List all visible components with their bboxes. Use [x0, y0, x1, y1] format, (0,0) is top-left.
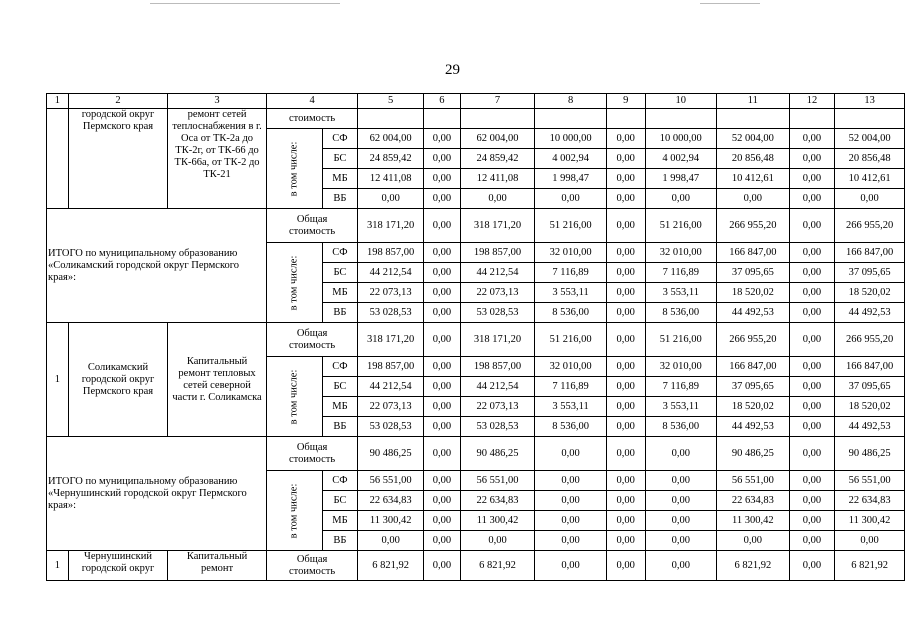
table-row — [47, 323, 905, 357]
in-that-number-label — [266, 471, 322, 551]
value-cell: 90 486,25 — [460, 437, 535, 471]
value-cell: 0,00 — [606, 471, 645, 491]
total-cost-label-line2: стоимость — [288, 225, 336, 237]
in-that-number-text: в том числе: — [288, 255, 300, 310]
value-cell: 0,00 — [789, 357, 835, 377]
table-row — [47, 109, 905, 129]
value-cell: 266 955,20 — [835, 323, 905, 357]
value-cell: 22 073,13 — [358, 397, 424, 417]
value-cell — [606, 109, 645, 129]
value-cell: 53 028,53 — [358, 303, 424, 323]
value-cell: 166 847,00 — [717, 357, 790, 377]
value-cell: 0,00 — [535, 511, 607, 531]
value-cell: 198 857,00 — [358, 243, 424, 263]
header-cell: 2 — [68, 94, 167, 109]
value-cell: 0,00 — [835, 531, 905, 551]
value-cell: 7 116,89 — [645, 263, 717, 283]
value-cell: 0,00 — [358, 189, 424, 209]
value-cell: 0,00 — [789, 417, 835, 437]
work-description-cell: Капитальный ремонт тепловых сетей северной части г. Соликамска — [168, 323, 267, 437]
value-cell: 0,00 — [606, 129, 645, 149]
value-cell: 0,00 — [424, 149, 461, 169]
funding-source-label: СФ — [322, 243, 358, 263]
value-cell: 22 634,83 — [358, 491, 424, 511]
work-description-cell: Капитальный ремонт — [168, 551, 267, 581]
value-cell: 0,00 — [535, 531, 607, 551]
value-cell: 0,00 — [606, 531, 645, 551]
value-cell: 44 492,53 — [835, 417, 905, 437]
value-cell: 0,00 — [789, 377, 835, 397]
value-cell: 0,00 — [424, 417, 461, 437]
value-cell: 12 411,08 — [460, 169, 535, 189]
funding-source-label: СФ — [322, 357, 358, 377]
value-cell: 8 536,00 — [645, 417, 717, 437]
header-cell: 9 — [606, 94, 645, 109]
value-cell: 0,00 — [789, 471, 835, 491]
value-cell: 0,00 — [535, 471, 607, 491]
total-title-cell: ИТОГО по муниципальному образованию «Соликамский городской округ Пермского края»: — [47, 209, 267, 323]
in-that-number-label — [266, 357, 322, 437]
value-cell: 44 212,54 — [358, 377, 424, 397]
value-cell: 10 000,00 — [645, 129, 717, 149]
in-that-number-label — [266, 129, 322, 209]
value-cell: 0,00 — [606, 169, 645, 189]
value-cell: 0,00 — [424, 283, 461, 303]
value-cell: 20 856,48 — [835, 149, 905, 169]
value-cell: 0,00 — [606, 149, 645, 169]
total-cost-label — [266, 209, 357, 243]
value-cell: 12 411,08 — [358, 169, 424, 189]
value-cell: 6 821,92 — [460, 551, 535, 581]
value-cell: 266 955,20 — [717, 209, 790, 243]
index-cell — [47, 109, 69, 209]
value-cell: 0,00 — [424, 377, 461, 397]
value-cell: 20 856,48 — [717, 149, 790, 169]
funding-source-label: ВБ — [322, 417, 358, 437]
value-cell: 0,00 — [789, 511, 835, 531]
value-cell: 0,00 — [717, 189, 790, 209]
value-cell: 0,00 — [424, 303, 461, 323]
value-cell: 37 095,65 — [717, 263, 790, 283]
header-row — [47, 94, 905, 109]
value-cell: 0,00 — [606, 323, 645, 357]
value-cell: 0,00 — [789, 129, 835, 149]
value-cell — [835, 109, 905, 129]
value-cell: 0,00 — [789, 283, 835, 303]
value-cell — [789, 109, 835, 129]
header-cell: 13 — [835, 94, 905, 109]
value-cell: 4 002,94 — [645, 149, 717, 169]
in-that-number-text: в том числе: — [288, 483, 300, 538]
header-cell: 12 — [789, 94, 835, 109]
value-cell: 198 857,00 — [460, 357, 535, 377]
funding-source-label: БС — [322, 491, 358, 511]
value-cell: 56 551,00 — [460, 471, 535, 491]
header-cell: 10 — [645, 94, 717, 109]
budget-table — [46, 93, 905, 581]
value-cell: 0,00 — [789, 149, 835, 169]
value-cell: 0,00 — [645, 531, 717, 551]
value-cell: 37 095,65 — [717, 377, 790, 397]
total-cost-label — [266, 551, 357, 581]
index-cell: 1 — [47, 323, 69, 437]
value-cell: 0,00 — [645, 491, 717, 511]
total-row — [47, 437, 905, 471]
value-cell: 3 553,11 — [645, 283, 717, 303]
value-cell: 0,00 — [424, 129, 461, 149]
header-cell: 5 — [358, 94, 424, 109]
value-cell: 53 028,53 — [460, 303, 535, 323]
value-cell: 0,00 — [645, 189, 717, 209]
value-cell: 0,00 — [606, 491, 645, 511]
total-cost-label — [266, 323, 357, 357]
value-cell: 0,00 — [424, 471, 461, 491]
funding-source-label: МБ — [322, 511, 358, 531]
value-cell: 6 821,92 — [717, 551, 790, 581]
work-description-cell: ремонт сетей теплоснабжения в г. Оса от ТК-2а до ТК-2г, от ТК-66 до ТК-66а, от ТК-2 до ТК-21 — [168, 109, 267, 209]
header-cell: 1 — [47, 94, 69, 109]
value-cell: 0,00 — [835, 189, 905, 209]
value-cell: 37 095,65 — [835, 377, 905, 397]
value-cell: 18 520,02 — [717, 397, 790, 417]
header-cell: 6 — [424, 94, 461, 109]
value-cell: 6 821,92 — [358, 551, 424, 581]
value-cell: 0,00 — [789, 263, 835, 283]
value-cell: 56 551,00 — [358, 471, 424, 491]
value-cell: 318 171,20 — [460, 209, 535, 243]
value-cell: 0,00 — [789, 243, 835, 263]
value-cell: 0,00 — [606, 303, 645, 323]
total-cost-label-line2: стоимость — [288, 565, 336, 577]
value-cell: 44 212,54 — [358, 263, 424, 283]
value-cell: 0,00 — [606, 377, 645, 397]
value-cell: 24 859,42 — [358, 149, 424, 169]
value-cell: 0,00 — [606, 209, 645, 243]
municipality-cell: Чернушинский городской округ — [68, 551, 167, 581]
value-cell: 51 216,00 — [535, 323, 607, 357]
funding-source-label: ВБ — [322, 303, 358, 323]
value-cell: 7 116,89 — [535, 377, 607, 397]
value-cell: 0,00 — [606, 283, 645, 303]
value-cell: 51 216,00 — [535, 209, 607, 243]
value-cell: 56 551,00 — [835, 471, 905, 491]
value-cell: 0,00 — [424, 323, 461, 357]
total-cost-label: стоимость — [266, 109, 357, 129]
value-cell: 0,00 — [789, 303, 835, 323]
value-cell: 62 004,00 — [460, 129, 535, 149]
value-cell: 0,00 — [789, 551, 835, 581]
value-cell: 0,00 — [789, 323, 835, 357]
value-cell: 198 857,00 — [460, 243, 535, 263]
value-cell: 22 073,13 — [460, 397, 535, 417]
value-cell: 22 073,13 — [358, 283, 424, 303]
value-cell: 4 002,94 — [535, 149, 607, 169]
value-cell: 0,00 — [789, 491, 835, 511]
value-cell: 0,00 — [789, 169, 835, 189]
total-title-cell: ИТОГО по муниципальному образованию «Чернушинский городской округ Пермского края»: — [47, 437, 267, 551]
value-cell: 0,00 — [424, 491, 461, 511]
value-cell: 0,00 — [424, 531, 461, 551]
value-cell: 0,00 — [645, 511, 717, 531]
value-cell — [358, 109, 424, 129]
value-cell: 52 004,00 — [717, 129, 790, 149]
header-cell: 11 — [717, 94, 790, 109]
value-cell: 0,00 — [424, 437, 461, 471]
value-cell: 198 857,00 — [358, 357, 424, 377]
value-cell: 44 492,53 — [717, 417, 790, 437]
value-cell: 90 486,25 — [358, 437, 424, 471]
value-cell: 266 955,20 — [835, 209, 905, 243]
value-cell: 0,00 — [789, 437, 835, 471]
value-cell: 318 171,20 — [460, 323, 535, 357]
municipality-cell: городской округ Пермского края — [68, 109, 167, 209]
total-cost-label-line2: стоимость — [288, 453, 336, 465]
value-cell: 0,00 — [424, 189, 461, 209]
value-cell — [460, 109, 535, 129]
value-cell — [645, 109, 717, 129]
value-cell: 22 634,83 — [835, 491, 905, 511]
value-cell: 32 010,00 — [645, 357, 717, 377]
value-cell: 0,00 — [424, 551, 461, 581]
funding-source-label: СФ — [322, 129, 358, 149]
value-cell: 18 520,02 — [717, 283, 790, 303]
value-cell: 0,00 — [606, 551, 645, 581]
in-that-number-text: в том числе: — [288, 141, 300, 196]
value-cell: 0,00 — [424, 263, 461, 283]
value-cell: 8 536,00 — [535, 417, 607, 437]
value-cell: 0,00 — [606, 243, 645, 263]
value-cell: 51 216,00 — [645, 323, 717, 357]
value-cell: 0,00 — [606, 189, 645, 209]
value-cell: 0,00 — [535, 189, 607, 209]
table-row — [47, 551, 905, 581]
value-cell: 32 010,00 — [645, 243, 717, 263]
value-cell: 0,00 — [645, 437, 717, 471]
value-cell: 18 520,02 — [835, 283, 905, 303]
value-cell: 7 116,89 — [645, 377, 717, 397]
value-cell: 0,00 — [606, 397, 645, 417]
funding-source-label: БС — [322, 377, 358, 397]
value-cell: 22 634,83 — [717, 491, 790, 511]
value-cell: 11 300,42 — [358, 511, 424, 531]
value-cell: 0,00 — [606, 511, 645, 531]
value-cell: 0,00 — [789, 189, 835, 209]
value-cell: 166 847,00 — [717, 243, 790, 263]
total-cost-label-line1: Общая — [296, 327, 328, 339]
value-cell: 37 095,65 — [835, 263, 905, 283]
in-that-number-text: в том числе: — [288, 369, 300, 424]
value-cell: 0,00 — [424, 357, 461, 377]
value-cell: 10 412,61 — [835, 169, 905, 189]
header-cell: 4 — [266, 94, 357, 109]
value-cell: 51 216,00 — [645, 209, 717, 243]
funding-source-label: БС — [322, 149, 358, 169]
total-cost-label-line1: Общая — [296, 553, 328, 565]
value-cell: 0,00 — [424, 243, 461, 263]
value-cell: 166 847,00 — [835, 243, 905, 263]
value-cell: 44 212,54 — [460, 263, 535, 283]
value-cell: 53 028,53 — [358, 417, 424, 437]
value-cell: 44 492,53 — [835, 303, 905, 323]
header-cell: 8 — [535, 94, 607, 109]
in-that-number-label — [266, 243, 322, 323]
top-scan-line-right — [700, 3, 760, 4]
table-body — [47, 109, 905, 581]
value-cell: 0,00 — [535, 491, 607, 511]
municipality-cell: Соликамский городской округ Пермского края — [68, 323, 167, 437]
index-cell: 1 — [47, 551, 69, 581]
value-cell: 0,00 — [358, 531, 424, 551]
value-cell: 44 212,54 — [460, 377, 535, 397]
value-cell: 0,00 — [424, 169, 461, 189]
value-cell: 8 536,00 — [645, 303, 717, 323]
value-cell: 90 486,25 — [717, 437, 790, 471]
value-cell: 22 634,83 — [460, 491, 535, 511]
value-cell: 18 520,02 — [835, 397, 905, 417]
value-cell: 0,00 — [460, 531, 535, 551]
value-cell: 6 821,92 — [835, 551, 905, 581]
value-cell: 0,00 — [535, 551, 607, 581]
top-scan-line-left — [150, 3, 340, 4]
value-cell: 8 536,00 — [535, 303, 607, 323]
value-cell: 0,00 — [606, 417, 645, 437]
value-cell: 10 000,00 — [535, 129, 607, 149]
header-cell: 3 — [168, 94, 267, 109]
value-cell: 0,00 — [789, 209, 835, 243]
header-cell: 7 — [460, 94, 535, 109]
value-cell: 32 010,00 — [535, 243, 607, 263]
funding-source-label: МБ — [322, 283, 358, 303]
total-cost-label — [266, 437, 357, 471]
value-cell: 52 004,00 — [835, 129, 905, 149]
funding-source-label: МБ — [322, 169, 358, 189]
value-cell: 3 553,11 — [645, 397, 717, 417]
value-cell: 10 412,61 — [717, 169, 790, 189]
value-cell: 90 486,25 — [835, 437, 905, 471]
funding-source-label: СФ — [322, 471, 358, 491]
value-cell: 0,00 — [645, 551, 717, 581]
value-cell: 3 553,11 — [535, 283, 607, 303]
value-cell: 0,00 — [789, 397, 835, 417]
value-cell: 11 300,42 — [835, 511, 905, 531]
value-cell: 32 010,00 — [535, 357, 607, 377]
value-cell: 0,00 — [535, 437, 607, 471]
value-cell: 0,00 — [424, 209, 461, 243]
value-cell: 56 551,00 — [717, 471, 790, 491]
total-cost-label-line1: Общая — [296, 213, 328, 225]
value-cell: 0,00 — [645, 471, 717, 491]
value-cell: 44 492,53 — [717, 303, 790, 323]
value-cell: 0,00 — [424, 511, 461, 531]
value-cell: 1 998,47 — [535, 169, 607, 189]
value-cell — [535, 109, 607, 129]
funding-source-label: МБ — [322, 397, 358, 417]
value-cell: 24 859,42 — [460, 149, 535, 169]
value-cell: 62 004,00 — [358, 129, 424, 149]
value-cell: 0,00 — [606, 437, 645, 471]
value-cell: 7 116,89 — [535, 263, 607, 283]
value-cell: 266 955,20 — [717, 323, 790, 357]
page-number: 29 — [445, 62, 460, 78]
value-cell: 0,00 — [606, 263, 645, 283]
value-cell: 166 847,00 — [835, 357, 905, 377]
value-cell: 0,00 — [424, 397, 461, 417]
value-cell: 0,00 — [717, 531, 790, 551]
value-cell: 0,00 — [606, 357, 645, 377]
total-cost-label-line1: Общая — [296, 441, 328, 453]
value-cell: 22 073,13 — [460, 283, 535, 303]
total-cost-label-line2: стоимость — [288, 339, 336, 351]
funding-source-label: ВБ — [322, 531, 358, 551]
funding-source-label: БС — [322, 263, 358, 283]
value-cell: 0,00 — [460, 189, 535, 209]
total-row — [47, 209, 905, 243]
value-cell: 53 028,53 — [460, 417, 535, 437]
value-cell: 318 171,20 — [358, 209, 424, 243]
value-cell: 318 171,20 — [358, 323, 424, 357]
value-cell: 11 300,42 — [717, 511, 790, 531]
value-cell: 3 553,11 — [535, 397, 607, 417]
value-cell: 0,00 — [789, 531, 835, 551]
value-cell: 1 998,47 — [645, 169, 717, 189]
funding-source-label: ВБ — [322, 189, 358, 209]
value-cell — [717, 109, 790, 129]
value-cell — [424, 109, 461, 129]
value-cell: 11 300,42 — [460, 511, 535, 531]
